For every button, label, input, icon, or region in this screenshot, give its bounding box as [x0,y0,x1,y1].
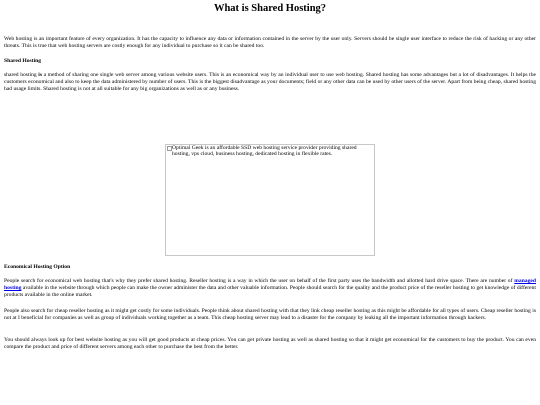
economical-paragraph-3: You should always look up for best website hosting as you will get good products at cheap prices. You can get private hosting as well as shared hosting so that it might get economical for the customers to buy the product. You can even compare the product and price of different servers among each other to purchase the best from the better. [4,337,536,351]
paragraph-text: a method of sharing one single web server among various website users. This is an economical way by an individual user to use web hosting. Shared hosting has some advantages but a lot of disadvantages. It helps the customers economical and also to keep the data administered by number of users. This is the biggest disadvantage as your documents; field or any other data can be used by other users of the server. Apart from being cheap, shared hosting had usage limits. Shared hosting is not at all suitable for any big organizations as well as or any business. [4,72,536,93]
intro-paragraph: Web hosting is an important feature of every organization. It has the capacity to influence any data or information contained in the server by the user only. Servers should be single user interface to reduce the risk of hacking or any other threats. This is true that web hosting servers are costly enough for any individual to purchase so it can be shared too. [4,36,536,50]
image-alt-text: Optimal Geek is an affordable SSD web hosting service provider providing shared hosting, vps cloud, business hosting, dedicated hosting in flexible rates. [172,145,357,158]
broken-image [165,144,375,256]
economical-paragraph-2: People also search for cheap reseller hosting as it might get costly for some individuals. People think about shared hosting with that they link cheap reseller hosting as this might be affordable for all types of users. Cheap reseller hosting is not at I beneficial for companies as well as group of individuals working together as a team. This cheap hosting server may lead to a disaster for the company by leaking all the important information through hackers. [4,308,536,322]
paragraph-text: People search for economical web hosting that's why they prefer shared hosting. Reseller hosting is a way in which the user on behalf of the first party uses the bandwidth and allotted hard drive space. There are number of [4,278,515,284]
paragraph-text: shared hosting [4,72,39,78]
economical-paragraph-1 [4,278,536,300]
shared-hosting-paragraph [4,72,536,94]
section-heading-shared-hosting: Shared Hosting [4,58,42,64]
page-title: What is Shared Hosting? [213,3,327,14]
section-heading-economical-hosting: Economical Hosting Option [4,264,71,270]
paragraph-text: available in the website through which people can make the owner administer the data and other valuable information. People should search for the quality and the product price of the reseller hosting to get knowledge of different products available in the online market. [4,285,536,299]
bold-word: is [38,72,42,78]
managed-hosting-link[interactable]: managed hosting [4,278,536,292]
